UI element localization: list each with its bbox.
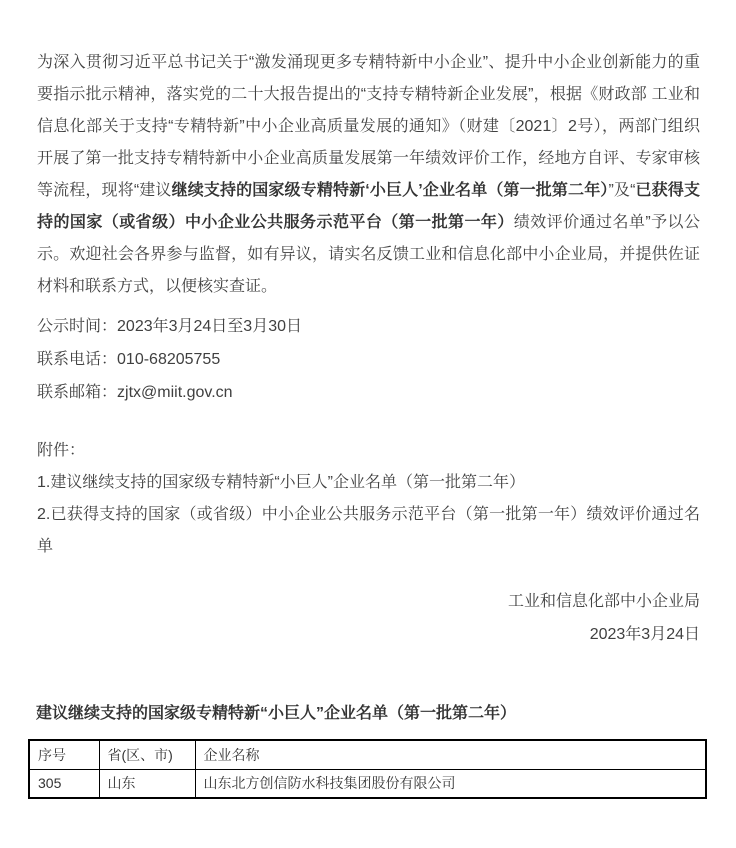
contact-block [37, 310, 302, 409]
notice-text-1: 为深入贯彻习近平总书记关于“激发涌现更多专精特新中小企业”、提升中小企业创新能力的重要指示批示精神，落实党的二十大报告提出的“支持专精特新企业发展”，根据《财政部 工业和信息化部关于支持“专精特新”中小企业高质量发展的通知》（财建〔2021〕2号），两部门组织开展了第一批支持专精特新中小企业高质量发展第一年绩效评价工作，经地方自评、专家审核等流程，现将“建议 [37, 54, 700, 199]
contact-phone-value: 010-68205755 [117, 351, 221, 368]
attachments-heading: 附件： [37, 442, 86, 459]
enterprise-list-table [28, 739, 707, 799]
notice-paragraph [37, 47, 700, 303]
header-cell-company-name: 企业名称 [195, 740, 706, 769]
notice-bold-list-1: 继续支持的国家级专精特新‘小巨人’企业名单（第一批第二年） [171, 182, 609, 199]
table-header-row [29, 740, 706, 769]
signature-date: 2023年3月24日 [589, 626, 700, 643]
contact-phone-label: 联系电话： [37, 351, 118, 368]
signature-block [508, 585, 700, 651]
signature-issuer: 工业和信息化部中小企业局 [507, 593, 700, 610]
attachment-item-1: 1.建议继续支持的国家级专精特新“小巨人”企业名单（第一批第二年） [37, 474, 526, 491]
contact-email-value: zjtx@miit.gov.cn [117, 384, 233, 401]
cell-company-name: 山东北方创信防水科技集团股份有限公司 [195, 769, 706, 798]
cell-serial-number: 305 [29, 769, 99, 798]
notice-text-3: 绩效评价通过名单”予以公示。欢迎社会各界参与监督，如有异议，请实名反馈工业和信息化部中小企业局，并提供佐证材料和联系方式，以便核实查证。 [37, 214, 700, 295]
cell-province: 山东 [99, 769, 195, 798]
contact-phone-line [37, 343, 302, 376]
list-section-title: 建议继续支持的国家级专精特新“小巨人”企业名单（第一批第二年） [36, 705, 517, 722]
table-row [29, 769, 706, 798]
publicity-period-label: 公示时间： [37, 318, 118, 335]
contact-email-label: 联系邮箱： [37, 384, 118, 401]
attachments-block [37, 435, 700, 563]
publicity-period-value: 2023年3月24日至3月30日 [117, 318, 303, 335]
notice-text-2: ”及“ [608, 182, 636, 199]
attachment-item-2: 2.已获得支持的国家（或省级）中小企业公共服务示范平台（第一批第一年）绩效评价通过名单 [37, 506, 700, 555]
publicity-period-line [37, 310, 302, 343]
header-cell-serial-number: 序号 [29, 740, 99, 769]
header-cell-province: 省(区、市) [99, 740, 195, 769]
notice-bold-list-2: 已获得支持的国家（或省级）中小企业公共服务示范平台（第一批第一年） [37, 182, 700, 231]
contact-email-line [37, 376, 302, 409]
